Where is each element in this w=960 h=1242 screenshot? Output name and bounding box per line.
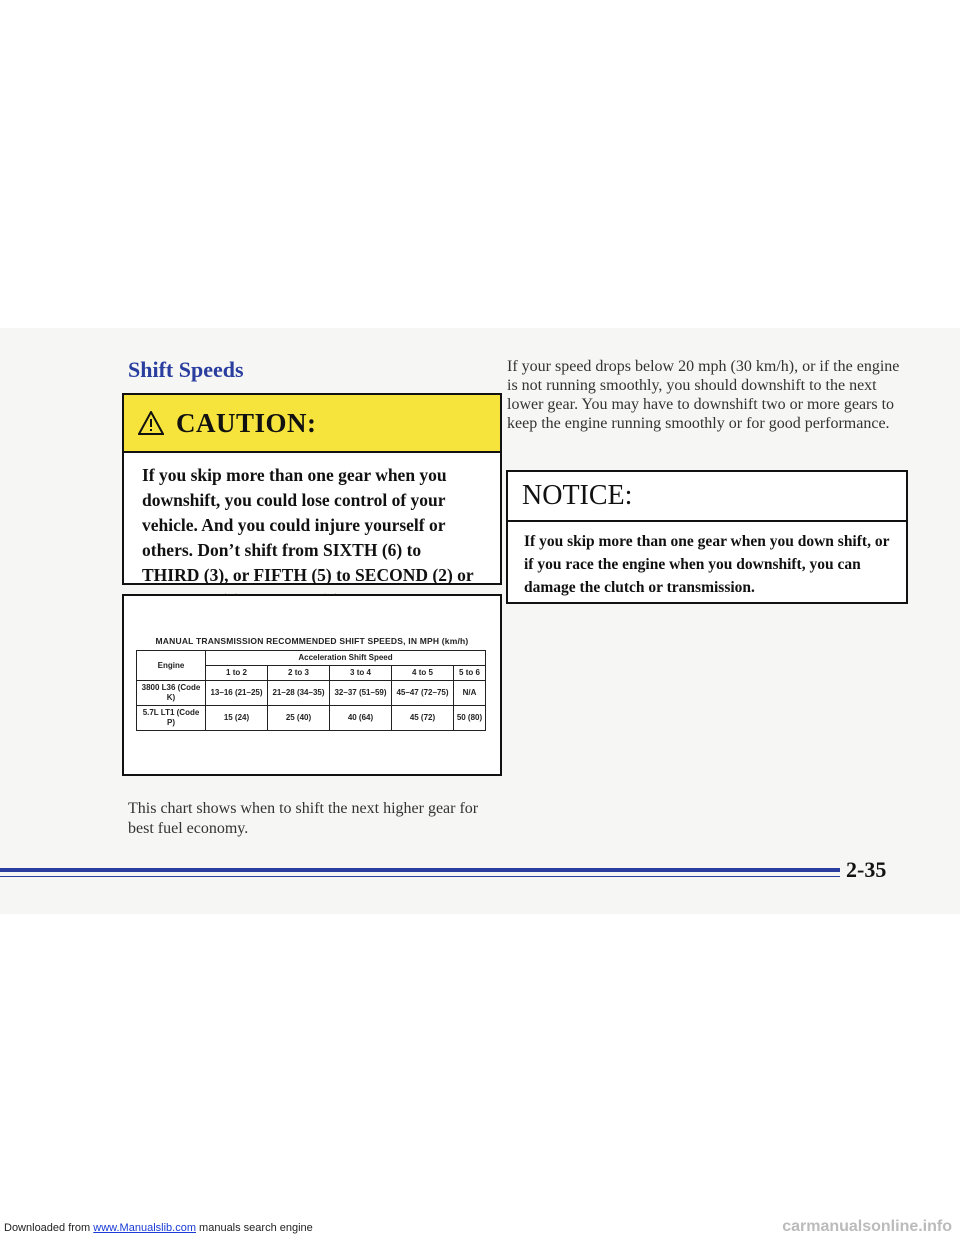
watermark: carmanualsonline.info xyxy=(782,1218,952,1235)
download-suffix: manuals search engine xyxy=(199,1222,313,1234)
shift-speed-table xyxy=(136,650,486,731)
speed-cell: 45 (72) xyxy=(392,706,454,731)
notice-header xyxy=(508,472,906,522)
notice-box xyxy=(506,470,908,604)
speed-cell: 21–28 (34–35) xyxy=(268,681,330,706)
downshift-paragraph: If your speed drops below 20 mph (30 km/h), or if the engine is not running smoothly, you should downshift to the next lower gear. You may have to downshift two or more gears to keep the engine running smoothly or for good performance. xyxy=(507,358,900,432)
notice-text: If you skip more than one gear when you down shift, or if you race the engine when you downshift, you can damage the clutch or transmission. xyxy=(524,533,890,596)
speed-cell: N/A xyxy=(454,681,486,706)
engine-header: Engine xyxy=(137,651,206,681)
table-header-row xyxy=(137,651,486,666)
caution-box xyxy=(122,393,502,585)
shift-speed-chart xyxy=(122,594,502,776)
speed-cell: 25 (40) xyxy=(268,706,330,731)
column-header: 3 to 4 xyxy=(330,666,392,681)
caution-label: CAUTION: xyxy=(176,407,317,438)
speed-cell: 45–47 (72–75) xyxy=(392,681,454,706)
table-row xyxy=(137,681,486,706)
section-title: Shift Speeds xyxy=(128,357,244,382)
footer-rule xyxy=(0,868,840,872)
table-row xyxy=(137,706,486,731)
caution-text: If you skip more than one gear when you downshift, you could lose control of your vehicle. And you could injure yourself or others. Don’t shift from SIXTH (6) to THIRD (3), or FIFTH (5) to SECOND (2) or xyxy=(142,465,474,585)
column-header: 2 to 3 xyxy=(268,666,330,681)
column-header: 5 to 6 xyxy=(454,666,486,681)
page-number: 2-35 xyxy=(846,857,887,882)
speed-cell: 40 (64) xyxy=(330,706,392,731)
chart-caption: This chart shows when to shift the next higher gear for best fuel economy. xyxy=(128,800,479,837)
notice-label: NOTICE: xyxy=(522,480,633,511)
speed-cell: 32–37 (51–59) xyxy=(330,681,392,706)
warning-triangle-icon xyxy=(138,411,164,435)
acceleration-header: Acceleration Shift Speed xyxy=(206,651,486,666)
speed-cell: 50 (80) xyxy=(454,706,486,731)
column-header: 1 to 2 xyxy=(206,666,268,681)
manualslib-link[interactable]: www.Manualslib.com xyxy=(93,1222,196,1234)
engine-cell: 5.7L LT1 (Code P) xyxy=(137,706,206,731)
speed-cell: 15 (24) xyxy=(206,706,268,731)
caution-header xyxy=(124,395,500,453)
footer-rule-thin xyxy=(0,876,840,877)
chart-title: MANUAL TRANSMISSION RECOMMENDED SHIFT SPEEDS, IN MPH (km/h) xyxy=(155,636,469,646)
download-prefix: Downloaded from xyxy=(4,1222,91,1234)
download-line xyxy=(4,1222,313,1234)
column-header: 4 to 5 xyxy=(392,666,454,681)
speed-cell: 13–16 (21–25) xyxy=(206,681,268,706)
engine-cell: 3800 L36 (Code K) xyxy=(137,681,206,706)
